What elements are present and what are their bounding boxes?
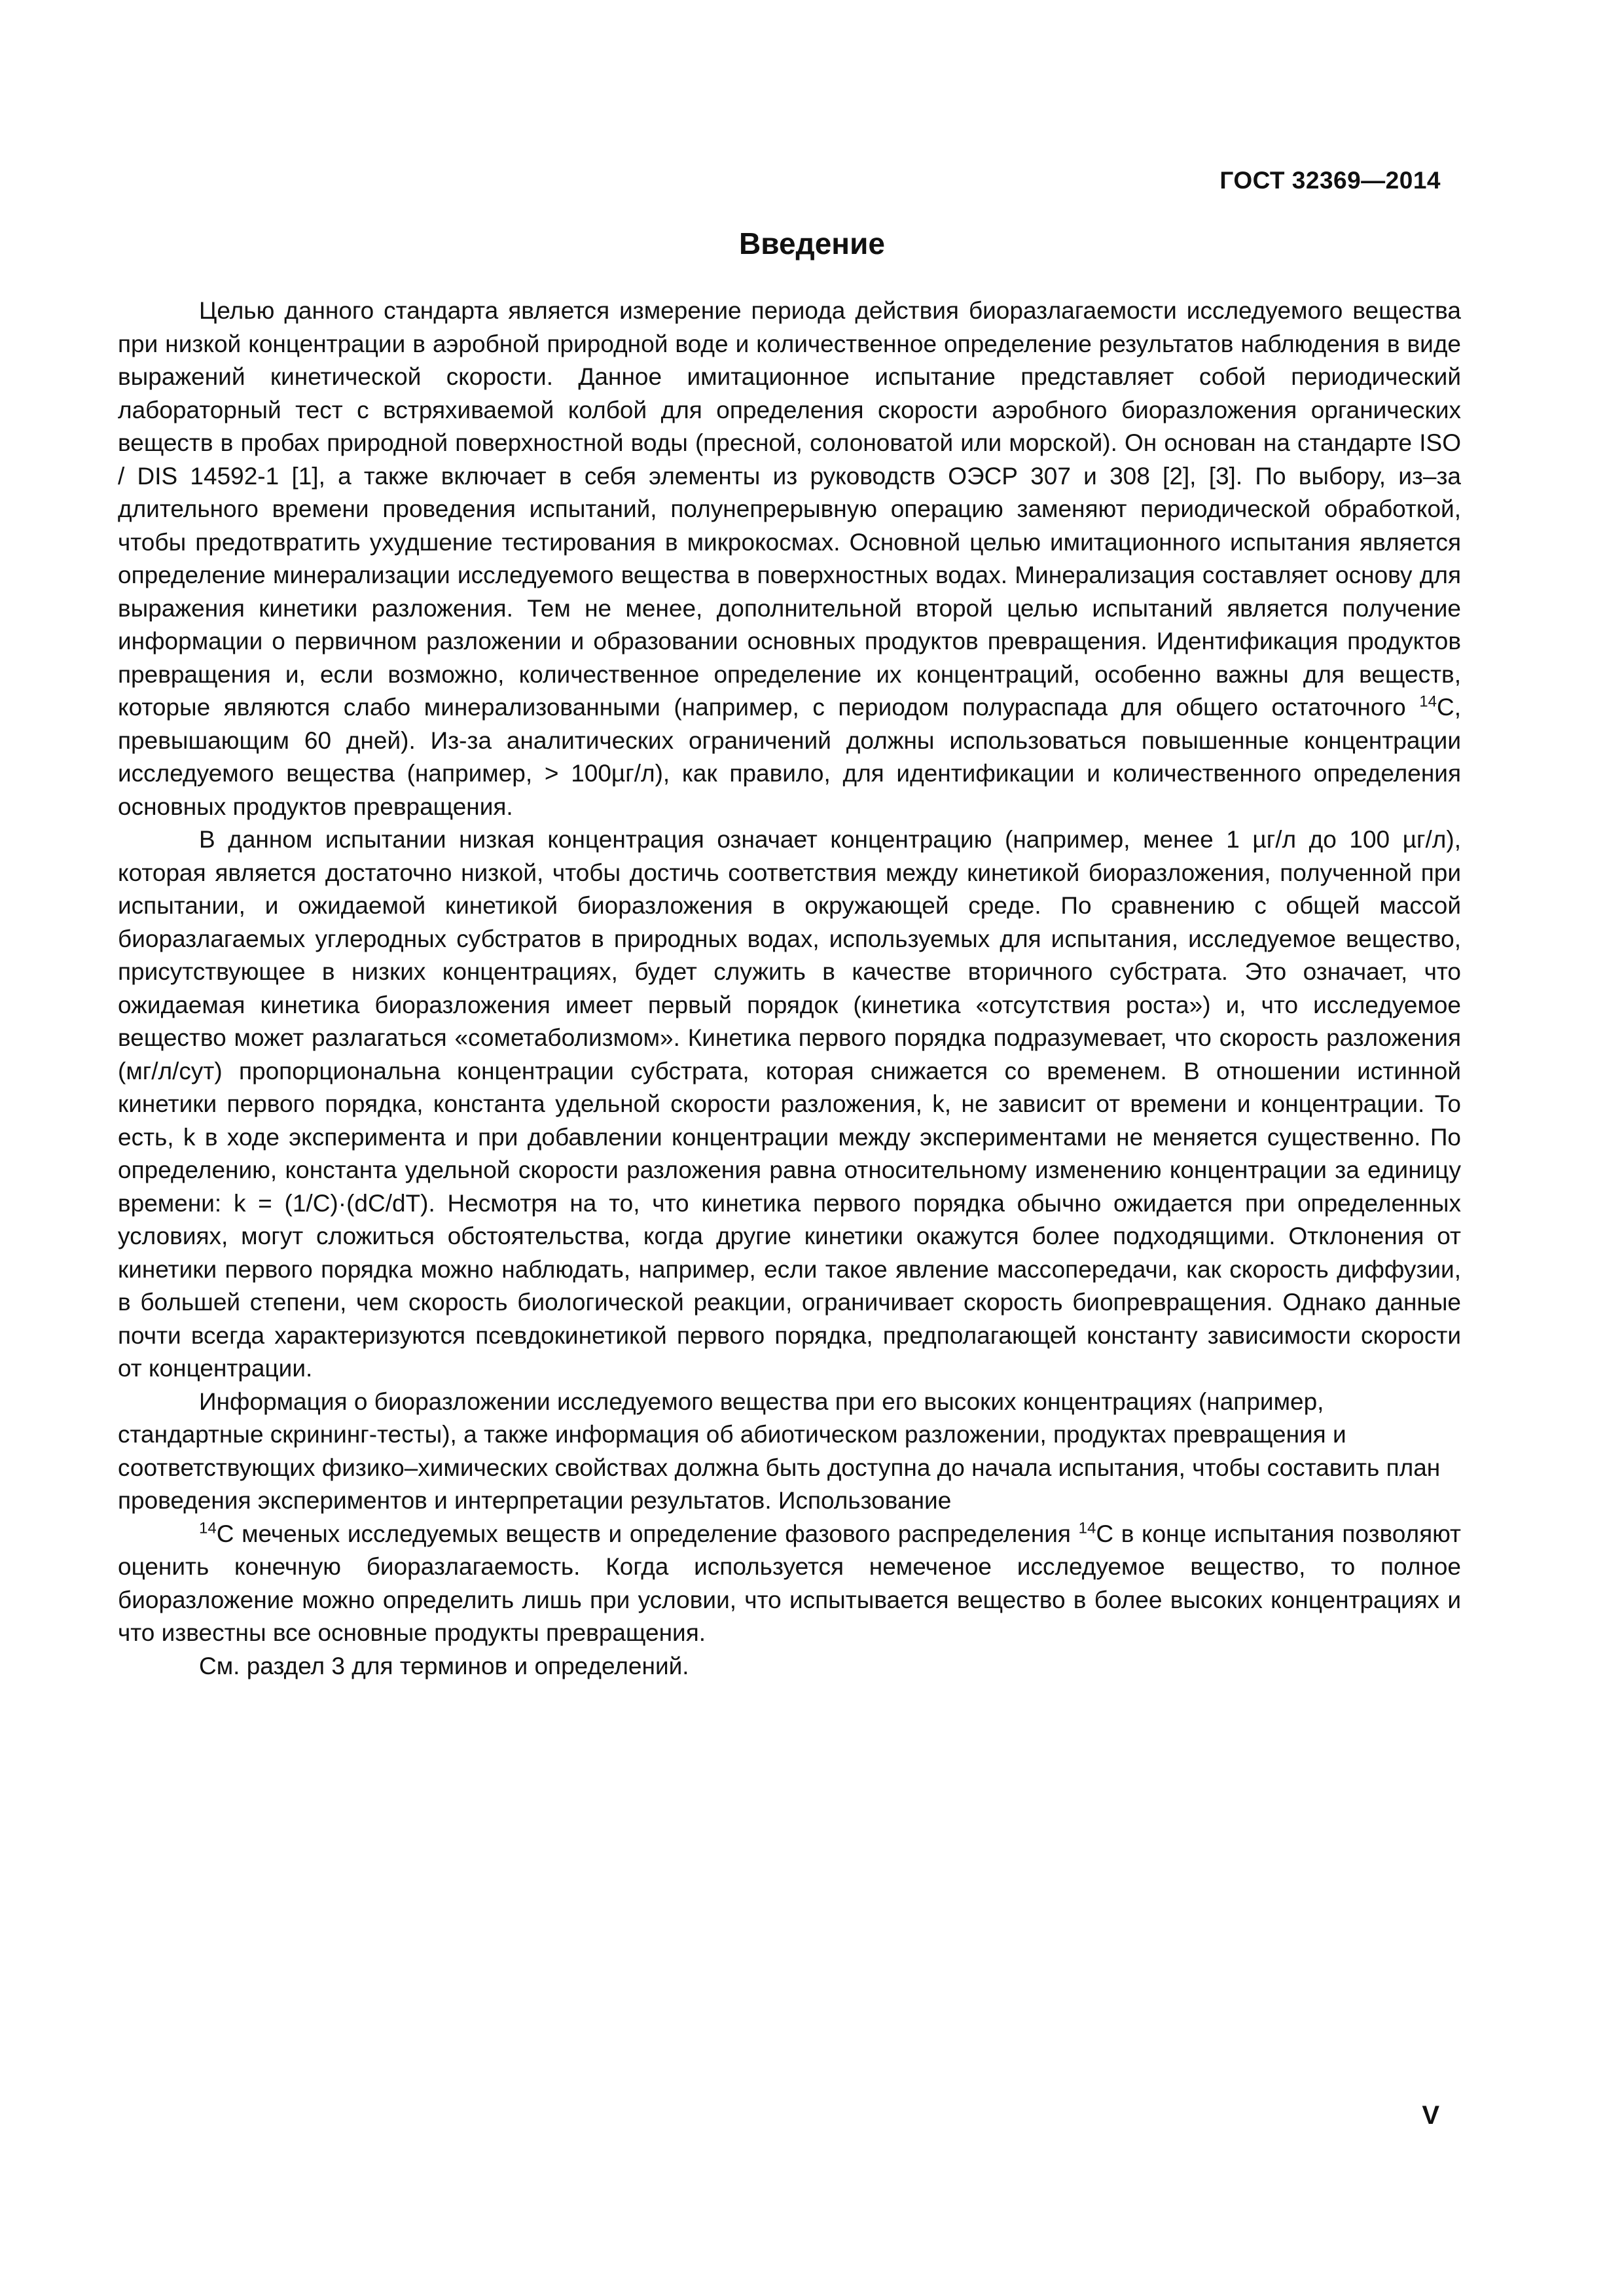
isotope-superscript: 14 bbox=[1078, 1519, 1096, 1537]
paragraph-1-text-a: Целью данного стандарта является измерение периода действия биоразлагаемости исследуемого вещества при низкой концентрации в аэробной природной воде и количественное определение результатов наблюдения в виде выражений кинетической скорости. Данное имитационное испытание представляет собой периодический лабораторный тест с встряхиваемой колбой для определения скорости аэробного биоразложения органических веществ в пробах природной поверхностной воды (пресной, солоноватой или морской). Он основан на стандарте ISO / DIS 14592-1 [1], а также включает в себя элементы из руководств ОЭСР 307 и 308 [2], [3]. По выбору, из–за длительного времени проведения испытаний, полунепрерывную операцию заменяют периодической обработкой, чтобы предотвратить ухудшение тестирования в микрокосмах. Основной целью имитационного испытания является определение минерализации исследуемого вещества в поверхностных водах. Минерализация составляет основу для выражения кинетики разложения. Тем не менее, дополнительной второй целью испытаний является получение информации о первичном разложении и образовании основных продуктов превращения. Идентификация продуктов превращения и, если возможно, количественное определение их концентраций, особенно важны для веществ, которые являются слабо минерализованными (например, с периодом полураспада для общего остаточного bbox=[118, 297, 1461, 721]
paragraph-1-text-b: C, превышающим 60 дней). Из-за аналитических ограничений должны использоваться повышенные концентрации исследуемого вещества (например, > 100µг/л), как правило, для идентификации и количественного определения основных продуктов превращения. bbox=[118, 694, 1461, 820]
paragraph-3-text-a: Информация о биоразложении исследуемого вещества при его высоких концентрациях (например, стандартные скрининг-тесты), а также информация об абиотическом разложении, продуктах превращения и соответствующих физико–химических свойствах должна быть доступна до начала испытания, чтобы составить план проведения экспериментов и интерпретации результатов. Использование bbox=[118, 1388, 1441, 1514]
paragraph-3-text-b: C меченых исследуемых веществ и определение фазового распределения bbox=[216, 1520, 1079, 1547]
isotope-superscript: 14 bbox=[1419, 692, 1437, 711]
section-title: Введение bbox=[739, 226, 885, 260]
paragraph-2: В данном испытании низкая концентрация означает концентрацию (например, менее 1 µг/л до 100 µг/л), которая является достаточно низкой, чтобы достичь соответствия между кинетикой биоразложения, полученной при испытании, и ожидаемой кинетикой биоразложения в окружающей среде. По сравнению с общей массой биоразлагаемых углеродных субстратов в природных водах, используемых для испытания, исследуемое вещество, присутствующее в низких концентрациях, будет служить в качестве вторичного субстрата. Это означает, что ожидаемая кинетика биоразложения имеет первый порядок (кинетика «отсутствия роста») и, что исследуемое вещество может разлагаться «сометаболизмом». Кинетика первого порядка подразумевает, что скорость разложения (мг/л/сут) пропорциональна концентрации субстрата, которая снижается со временем. В отношении истинной кинетики первого порядка, константа удельной скорости разложения, k, не зависит от времени и концентрации. То есть, k в ходе эксперимента и при добавлении концентрации между экспериментами не меняется существенно. По определению, константа удельной скорости разложения равна относительному изменению концентрации за единицу времени: k = (1/C)·(dC/dT). Несмотря на то, что кинетика первого порядка обычно ожидается при определенных условиях, могут сложиться обстоятельства, когда другие кинетики окажутся более подходящими. Отклонения от кинетики первого порядка можно наблюдать, например, если такое явление массопередачи, как скорость диффузии, в большей степени, чем скорость биологической реакции, ограничивает скорость биопревращения. Однако данные почти всегда характеризуются псевдокинетикой первого порядка, предполагающей константу зависимости скорости от концентрации. bbox=[118, 826, 1461, 1382]
paragraph-3-text-c: C в конце испытания позволяют оценить конечную биоразлагаемость. Когда используется немеченое исследуемое вещество, то полное биоразложение можно определить лишь при условии, что испытывается вещество в более высоких концентрациях и что известны все основные продукты превращения. bbox=[118, 1520, 1461, 1646]
paragraph-4: См. раздел 3 для терминов и определений. bbox=[199, 1652, 689, 1679]
page-number: V bbox=[1422, 2101, 1439, 2130]
document-header-id: ГОСТ 32369—2014 bbox=[1219, 167, 1441, 194]
isotope-superscript: 14 bbox=[199, 1519, 217, 1537]
paragraph-3-continued bbox=[118, 1518, 1461, 1650]
paragraph-3 bbox=[118, 1386, 1461, 1518]
paragraph-1 bbox=[118, 295, 1461, 823]
body-text bbox=[118, 295, 1461, 1683]
